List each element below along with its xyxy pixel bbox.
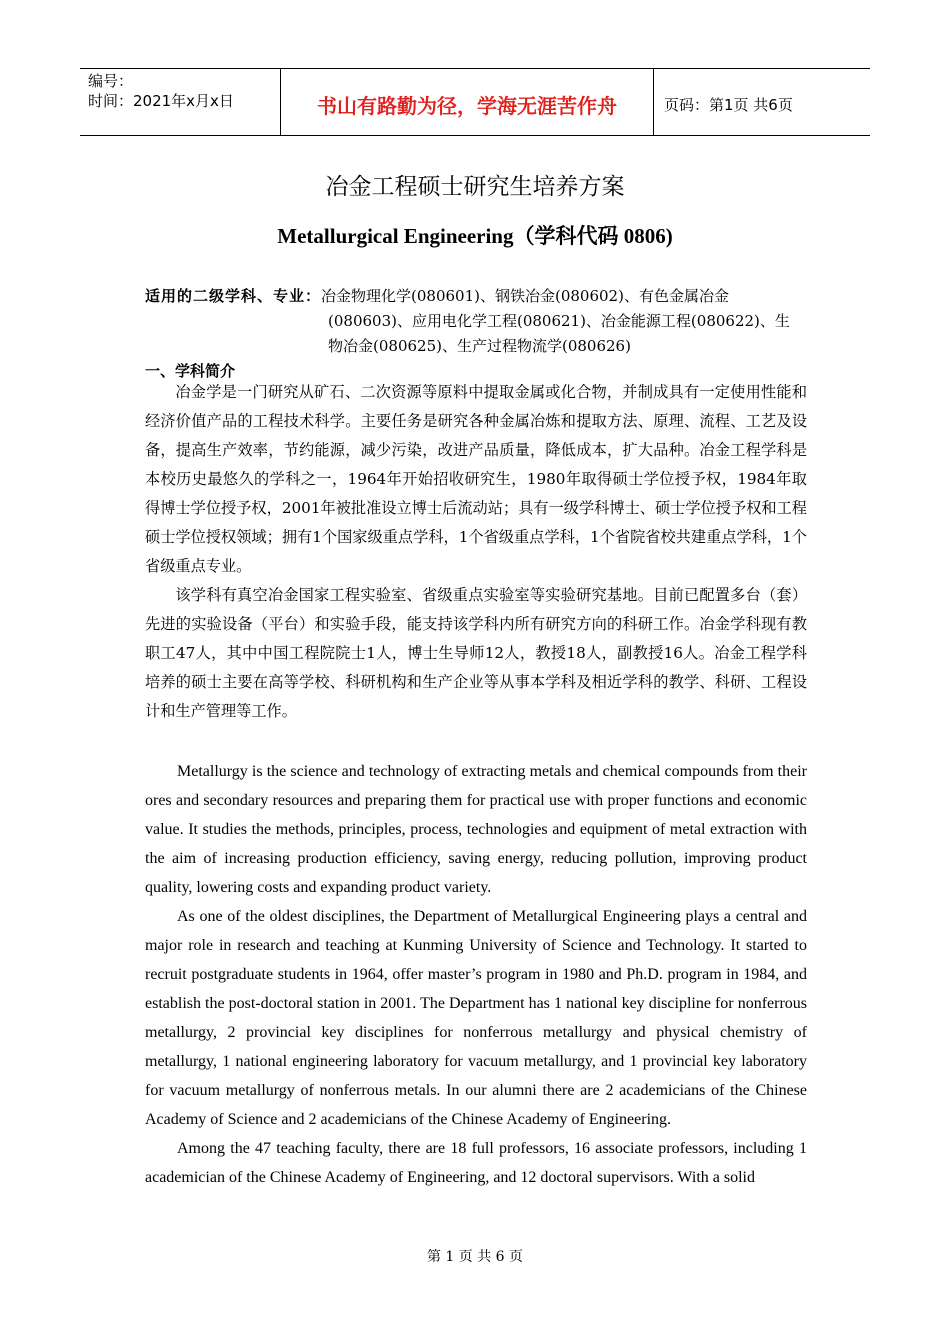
document-subtitle: Metallurgical Engineering（学科代码 0806): [277, 224, 673, 248]
header-table: [80, 68, 870, 136]
header-motto: 书山有路勤为径，学海无涯苦作舟: [281, 69, 654, 135]
number-label: 编号：: [88, 72, 134, 90]
en-paragraph: Among the 47 teaching faculty, there are 18 full professors, 16 associate professors, including 1 academician of the Chinese Academy of Engineering, and 12 doctoral supervisors. With a solid: [145, 1140, 807, 1186]
chinese-introduction: [145, 378, 807, 726]
en-paragraph: As one of the oldest disciplines, the Department of Metallurgical Engineering plays a central and major role in research and teaching at Kunming University of Science and Technology. It started to recruit postgraduate students in 1964, offer master’s program in 1980 and Ph.D. program in 1984, and establish the post-doctoral station in 2001. The Department has 1 national key discipline for nonferrous metallurgy, 2 provincial key disciplines for nonferrous metallurgy and physical chemistry of metallurgy, 1 national engineering laboratory for vacuum metallurgy, and 1 provincial key laboratory for vacuum metallurgy of nonferrous metals. In our alumni there are 2 academicians of the Chinese Academy of Science and 2 academicians of the Chinese Academy of Engineering.: [145, 908, 807, 1128]
header-meta-cell: [80, 69, 281, 135]
cn-paragraph: 冶金学是一门研究从矿石、二次资源等原料中提取金属或化合物，并制成具有一定使用性能和经济价值产品的工程技术科学。主要任务是研究各种金属冶炼和提取方法、原理、流程、工艺及设备，提高生产效率，节约能源，减少污染，改进产品质量，降低成本，扩大品种。冶金工程学科是本校历史最悠久的学科之一，1964年开始招收研究生，1980年取得硕士学位授予权，1984年取得博士学位授予权，2001年被批准设立博士后流动站；具有一级学科博士、硕士学位授予权和工程硕士学位授权领域；拥有1个国家级重点学科，1个省级重点学科，1个省院省校共建重点学科，1个省级重点专业。: [145, 383, 807, 575]
applicable-line-1: 冶金物理化学(080601)、钢铁冶金(080602)、有色金属冶金: [321, 287, 729, 305]
applicable-disciplines: [145, 284, 807, 359]
page-footer: 第 1 页 共 6 页: [426, 1249, 524, 1265]
cn-paragraph: 该学科有真空冶金国家工程实验室、省级重点实验室等实验研究基地。目前已配置多台（套）先进的实验设备（平台）和实验手段，能支持该学科内所有研究方向的科研工作。冶金学科现有教职工47人，其中中国工程院院士1人，博士生导师12人，教授18人，副教授16人。冶金工程学科培养的硕士主要在高等学校、科研机构和生产企业等从事本学科及相近学科的教学、科研、工程设计和生产管理等工作。: [145, 586, 807, 720]
applicable-line-2: (080603)、应用电化学工程(080621)、冶金能源工程(080622)、生: [328, 312, 790, 330]
applicable-label: 适用的二级学科、专业：: [145, 287, 322, 305]
document-title: 冶金工程硕士研究生培养方案: [325, 174, 625, 200]
en-paragraph: Metallurgy is the science and technology of extracting metals and chemical compounds from their ores and secondary resources and preparing them for practical use with proper functions and economic value. It studies the methods, principles, process, technologies and equipment of metal extraction with the aim of increasing production efficiency, saving energy, reducing pollution, improving product quality, lowering costs and expanding product variety.: [145, 763, 807, 896]
header-page-info: 页码：第1页 共6页: [664, 95, 793, 114]
applicable-line-3: 物冶金(080625)、生产过程物流学(080626): [328, 337, 631, 355]
english-introduction: [145, 757, 807, 1192]
time-label: 时间：2021年x月x日: [88, 92, 234, 110]
section-heading: 一、学科简介: [145, 362, 236, 380]
